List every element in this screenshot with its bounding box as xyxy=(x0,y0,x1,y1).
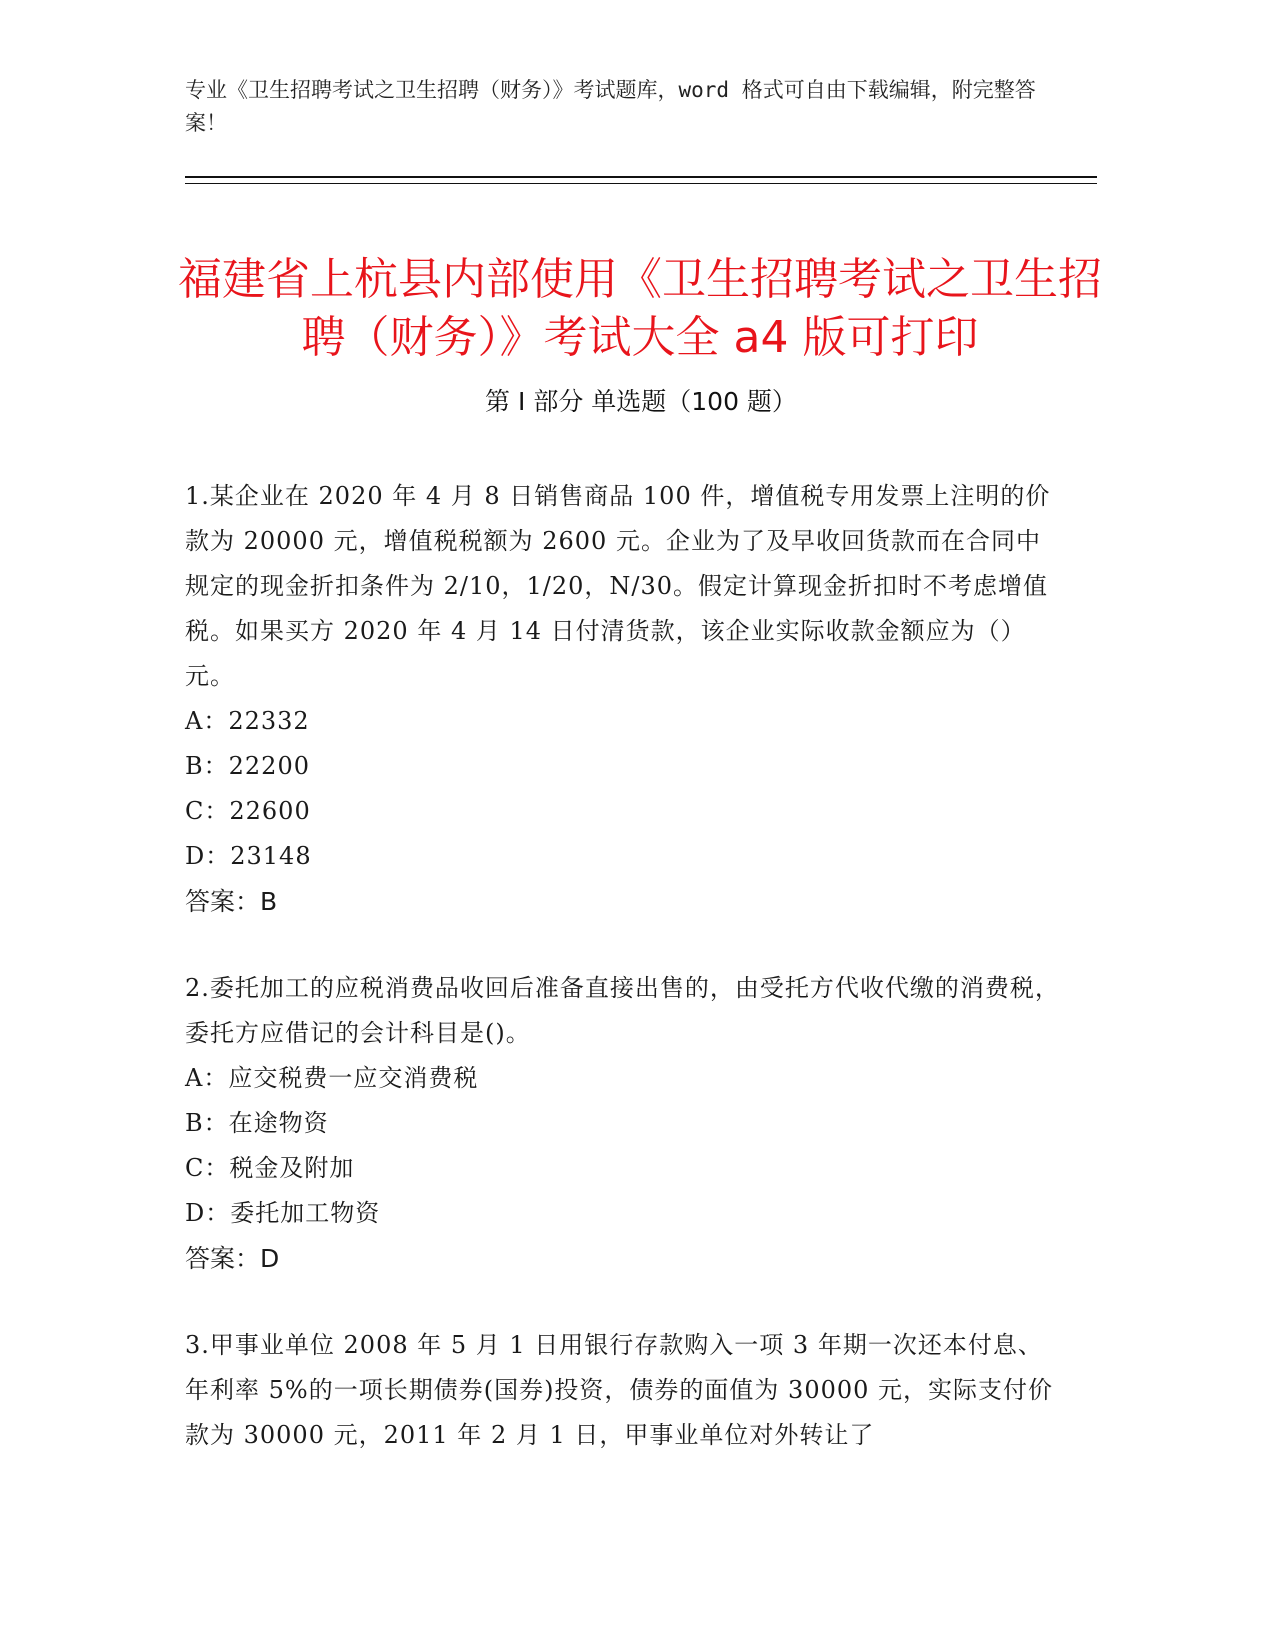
header-note: 专业《卫生招聘考试之卫生招聘（财务）》考试题库，word 格式可自由下载编辑，附完整答案！ xyxy=(185,78,1036,135)
header-rule-thick xyxy=(185,176,1097,178)
question-3 xyxy=(185,1323,1065,1458)
header-rule-thin xyxy=(185,183,1097,184)
document-title: 福建省上杭县内部使用《卫生招聘考试之卫生招聘（财务）》考试大全 a4 版可打印 xyxy=(178,254,1102,364)
section-heading: 第 I 部分 单选题（100 题） xyxy=(485,387,797,416)
question-list xyxy=(185,474,1065,1500)
question-1 xyxy=(185,474,1065,924)
option-b: B：在途物资 xyxy=(185,1109,329,1137)
option-b: B：22200 xyxy=(185,752,310,780)
option-d: D：23148 xyxy=(185,842,312,870)
option-c: C：税金及附加 xyxy=(185,1154,355,1182)
question-stem: 1.某企业在 2020 年 4 月 8 日销售商品 100 件，增值税专用发票上注明的价款为 20000 元，增值税税额为 2600 元。企业为了及早收回货款而在合同中规定的现金折扣条件为 2/10，1/20，N/30。假定计算现金折扣时不考虑增值税。如果买方 2020 年 4 月 14 日付清货款，该企业实际收款金额应为（）元。 xyxy=(185,482,1051,690)
option-a: A：22332 xyxy=(185,707,310,735)
option-d: D：委托加工物资 xyxy=(185,1199,381,1227)
answer-line: 答案：B xyxy=(185,887,278,916)
question-stem: 2.委托加工的应税消费品收回后准备直接出售的，由受托方代收代缴的消费税，委托方应借记的会计科目是()。 xyxy=(185,974,1060,1047)
answer-line: 答案：D xyxy=(185,1244,280,1273)
option-c: C：22600 xyxy=(185,797,311,825)
question-stem: 3.甲事业单位 2008 年 5 月 1 日用银行存款购入一项 3 年期一次还本付息、年利率 5%的一项长期债券(国券)投资，债券的面值为 30000 元，实际支付价款为 30000 元，2011 年 2 月 1 日，甲事业单位对外转让了 xyxy=(185,1331,1054,1449)
question-2 xyxy=(185,966,1065,1281)
option-a: A：应交税费一应交消费税 xyxy=(185,1064,479,1092)
